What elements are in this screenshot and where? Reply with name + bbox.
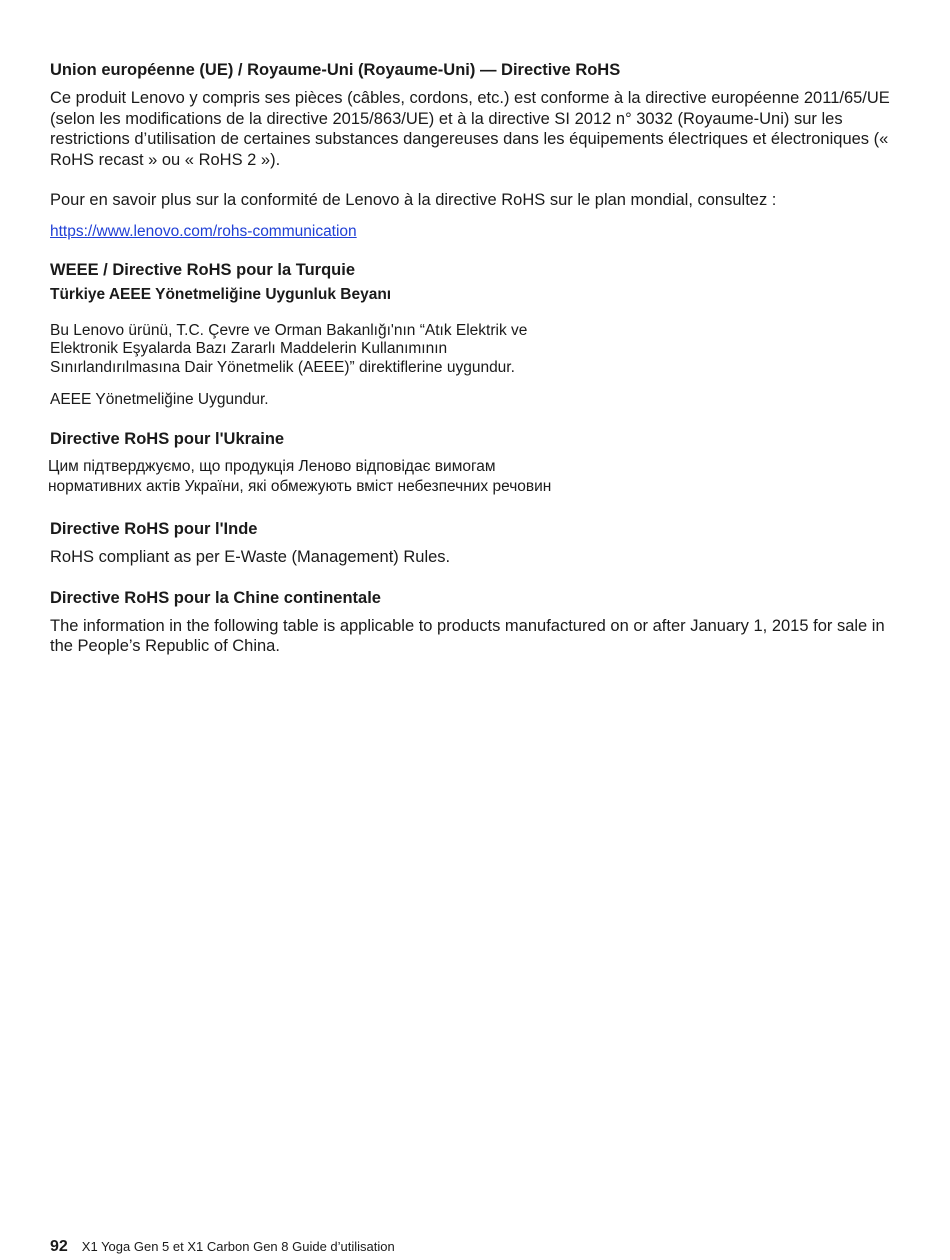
page-number: 92 (50, 1238, 68, 1255)
document-page (50, 60, 890, 657)
page-footer (50, 1238, 395, 1256)
turkey-declaration-title: Türkiye AEEE Yönetmeliğine Uygunluk Beyanı (50, 285, 392, 303)
guide-title: X1 Yoga Gen 5 et X1 Carbon Gen 8 Guide d’utilisation (81, 1239, 395, 1254)
turkey-heading: WEEE / Directive RoHS pour la Turquie (50, 260, 355, 279)
india-section (50, 519, 890, 568)
eu-body: Ce produit Lenovo y compris ses pièces (câbles, cordons, etc.) est conforme à la directive européenne 2011/65/UE (selon les modifications de la directive 2015/863/UE) et à la directive SI 2012 n° 3032 (Royaume-Uni) sur les restrictions d’utilisation de certaines substances dangereuses dans les équipements électriques et électroniques (« RoHS recast » ou « RoHS 2 »). (50, 89, 890, 169)
china-section (50, 588, 890, 657)
ukraine-section (50, 429, 890, 496)
china-body: The information in the following table is applicable to products manufactured on or after January 1, 2015 for sale in the People’s Republic of China. (50, 616, 885, 655)
turkey-section (50, 260, 890, 410)
rohs-communication-link[interactable]: https://www.lenovo.com/rohs-communication (50, 222, 357, 240)
turkey-declaration-conformity: AEEE Yönetmeliğine Uygundur. (50, 391, 269, 408)
china-heading: Directive RoHS pour la Chine continentale (50, 588, 381, 607)
eu-section (50, 60, 890, 242)
india-heading: Directive RoHS pour l'Inde (50, 520, 258, 538)
india-body: RoHS compliant as per E-Waste (Management) Rules. (50, 548, 451, 566)
eu-more-info: Pour en savoir plus sur la conformité de Lenovo à la directive RoHS sur le plan mondial, consultez : (50, 191, 777, 209)
turkey-declaration-body: Bu Lenovo ürünü, T.C. Çevre ve Orman Bakanlığı'nın “Atık Elektrik ve Elektronik Eşyalarda Bazı Zararlı Maddelerin Kullanımının Sınırlandırılmasına Dair Yönetmelik (AEEE)” direktiflerine uygundur. (50, 321, 528, 376)
eu-heading: Union européenne (UE) / Royaume-Uni (Royaume-Uni) — Directive RoHS (50, 61, 621, 79)
ukraine-heading: Directive RoHS pour l'Ukraine (50, 430, 285, 448)
ukraine-declaration-body: Цим підтверджуємо, що продукція Леново відповідає вимогам нормативних актів України, які обмежують вміст небезпечних речовин (48, 458, 552, 495)
